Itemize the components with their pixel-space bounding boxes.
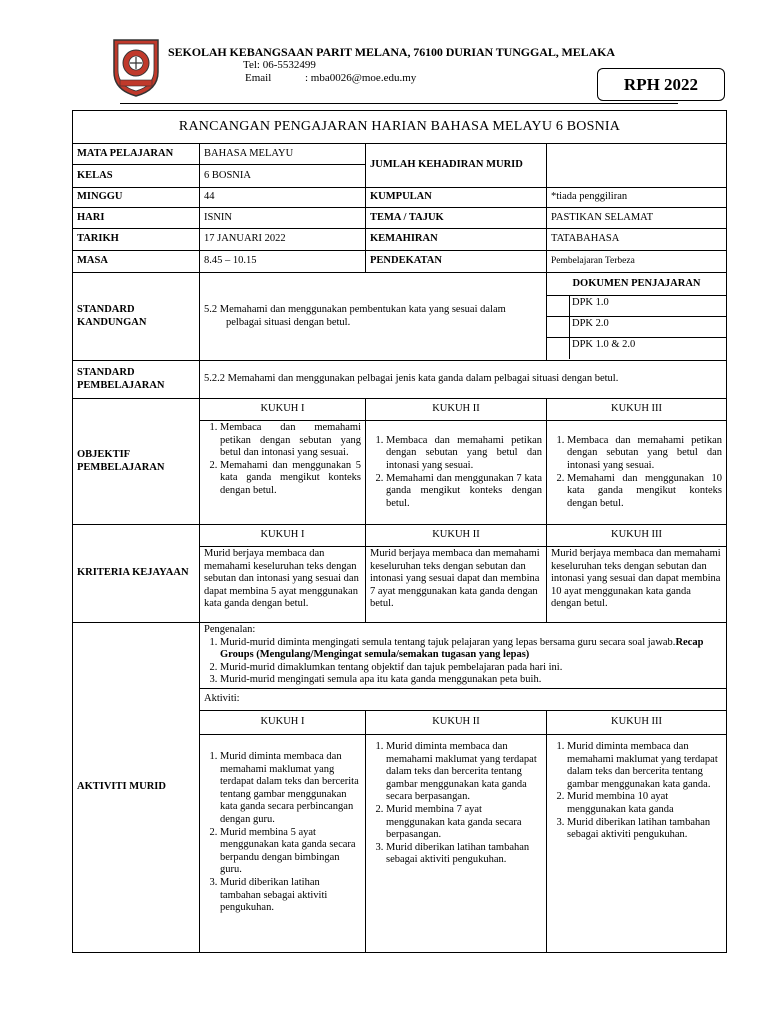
pengenalan-item: 2. Murid-murid dimaklumkan tentang objektif dan tajuk pembelajaran pada hari ini.	[220, 662, 722, 675]
level-header: KUKUH I	[200, 525, 366, 547]
pengenalan-item: 3. Murid-murid mengingati semula apa itu kata ganda menggunakan peta buih.	[220, 674, 722, 687]
aktiviti-item: 1. Murid diminta membaca dan memahami maklumat yang terdapat dalam teks dan bercerita tentang gambar menggunakan kata ganda.	[567, 741, 722, 791]
objektif-kukuh-2	[366, 421, 547, 525]
kemahiran-label: KEMAHIRAN	[366, 229, 547, 251]
objektif-item: 2. Memahami dan menggunakan 5 kata ganda mengikut konteks dengan betul.	[220, 460, 361, 498]
kriteria-label: KRITERIA KEJAYAAN	[73, 525, 200, 623]
kriteria-kukuh-3: Murid berjaya membaca dan memahami keseluruhan teks dengan sebutan dan intonasi yang sesuai dan dapat membina 10 ayat menggunakan kata ganda dengan betul.	[547, 547, 727, 623]
email-label: Email	[245, 72, 272, 84]
school-crest-icon	[110, 36, 162, 98]
aktiviti-kukuh-2	[366, 734, 547, 952]
aktiviti-item: 2. Murid membina 10 ayat menggunakan kata ganda	[567, 791, 722, 816]
objektif-label: OBJEKTIF PEMBELAJARAN	[73, 399, 200, 525]
dokumen-list	[547, 295, 726, 359]
kumpulan-label: KUMPULAN	[366, 188, 547, 208]
minggu-value: 44	[200, 188, 366, 208]
objektif-item: 2. Memahami dan menggunakan 10 kata ganda mengikut konteks dengan betul.	[567, 473, 722, 511]
rph-badge: RPH 2022	[597, 68, 725, 101]
level-header: KUKUH III	[547, 399, 727, 421]
kelas-value: 6 BOSNIA	[200, 165, 366, 188]
pengenalan-text: Murid-murid diminta mengingati semula tentang tajuk pelajaran yang lepas bersama guru secara soal jawab.	[220, 636, 676, 648]
dpk-item: DPK 1.0	[570, 296, 727, 317]
header-divider	[120, 103, 678, 104]
plan-title: RANCANGAN PENGAJARAN HARIAN BAHASA MELAYU 6 BOSNIA	[73, 111, 727, 144]
level-header: KUKUH III	[547, 525, 727, 547]
aktiviti-item: 2. Murid membina 5 ayat menggunakan kata ganda secara berpandu dengan bimbingan guru.	[220, 827, 361, 877]
dokumen-penjajaran-label: DOKUMEN PENJAJARAN	[572, 278, 701, 289]
aktiviti-item: 3. Murid diberikan latihan tambahan sebagai aktiviti pengukuhan.	[567, 817, 722, 842]
aktiviti-item: 3. Murid diberikan latihan tambahan sebagai aktiviti pengukuhan.	[220, 877, 361, 915]
objektif-item: 1. Membaca dan memahami petikan dengan sebutan yang betul dan intonasi yang sesuai.	[567, 435, 722, 473]
pendekatan-label: PENDEKATAN	[366, 251, 547, 273]
tarikh-label: TARIKH	[73, 229, 200, 251]
tarikh-value: 17 JANUARI 2022	[200, 229, 366, 251]
kelas-label: KELAS	[73, 165, 200, 188]
dpk-checkbox	[547, 338, 570, 359]
aktiviti-kukuh-1	[200, 734, 366, 952]
pengenalan-item	[220, 637, 722, 662]
dpk-item: DPK 2.0	[570, 317, 727, 338]
dpk-checkbox	[547, 317, 570, 338]
aktiviti-sublabel: Aktiviti:	[200, 688, 727, 710]
pendekatan-value: Pembelajaran Terbeza	[547, 251, 727, 273]
standard-pembelajaran-text: 5.2.2 Memahami dan menggunakan pelbagai jenis kata ganda dalam pelbagai situasi dengan betul.	[200, 361, 727, 399]
hari-label: HARI	[73, 208, 200, 229]
page-header	[0, 0, 768, 110]
mata-pelajaran-value: BAHASA MELAYU	[200, 144, 366, 165]
aktiviti-kukuh-3	[547, 734, 727, 952]
standard-kandungan-content: 5.2 Memahami dan menggunakan pembentukan kata yang sesuai dalam pelbagai situasi dengan betul.	[204, 303, 506, 328]
hari-value: ISNIN	[200, 208, 366, 229]
aktiviti-item: 1. Murid diminta membaca dan memahami maklumat yang terdapat dalam teks dan bercerita tentang gambar menggunakan kata ganda secara perbincangan dengan guru.	[220, 751, 361, 827]
kriteria-kukuh-2: Murid berjaya membaca dan memahami keseluruhan teks dengan sebutan dan intonasi yang sesuai dapat dan membina 7 ayat menggunakan kata ganda dengan betul.	[366, 547, 547, 623]
aktiviti-label: AKTIVITI MURID	[73, 623, 200, 953]
jumlah-kehadiran-value	[547, 144, 727, 188]
objektif-item: 1. Membaca dan memahami petikan dengan sebutan yang betul dan intonasi yang sesuai.	[220, 422, 361, 460]
standard-pembelajaran-label: STANDARD PEMBELAJARAN	[73, 361, 200, 399]
standard-kandungan-text	[200, 273, 547, 361]
objektif-kukuh-3	[547, 421, 727, 525]
pengenalan-section	[200, 623, 727, 689]
level-header: KUKUH II	[366, 525, 547, 547]
dokumen-penjajaran	[547, 273, 727, 361]
dpk-checkbox	[547, 296, 570, 317]
standard-kandungan-label: STANDARD KANDUNGAN	[73, 273, 200, 361]
level-header: KUKUH I	[200, 399, 366, 421]
level-header: KUKUH III	[547, 710, 727, 734]
school-address: SEKOLAH KEBANGSAAN PARIT MELANA, 76100 DURIAN TUNGGAL, MELAKA	[168, 45, 615, 59]
kumpulan-value: *tiada penggiliran	[547, 188, 727, 208]
masa-label: MASA	[73, 251, 200, 273]
tema-label: TEMA / TAJUK	[366, 208, 547, 229]
objektif-item: 1. Membaca dan memahami petikan dengan sebutan yang betul dan intonasi yang sesuai.	[386, 435, 542, 473]
aktiviti-item: 3. Murid diberikan latihan tambahan sebagai aktiviti pengukuhan.	[386, 842, 542, 867]
kemahiran-value: TATABAHASA	[547, 229, 727, 251]
tema-value: PASTIKAN SELAMAT	[547, 208, 727, 229]
level-header: KUKUH II	[366, 710, 547, 734]
dpk-item: DPK 1.0 & 2.0	[570, 338, 727, 359]
lesson-plan-table	[72, 110, 727, 953]
aktiviti-item: 2. Murid membina 7 ayat menggunakan kata ganda secara berpasangan.	[386, 804, 542, 842]
school-telephone: Tel: 06-5532499	[243, 59, 316, 71]
objektif-kukuh-1	[200, 421, 366, 525]
objektif-item: 2. Memahami dan menggunakan 7 kata ganda mengikut konteks dengan betul.	[386, 473, 542, 511]
kriteria-kukuh-1: Murid berjaya membaca dan memahami keseluruhan teks dengan sebutan dan intonasi yang sesuai dan dapat membina 5 ayat menggunakan kata ganda dengan betul.	[200, 547, 366, 623]
level-header: KUKUH I	[200, 710, 366, 734]
email-value: : mba0026@moe.edu.my	[305, 72, 417, 84]
mata-pelajaran-label: MATA PELAJARAN	[73, 144, 200, 165]
recap-groups-text: Recap Groups (Mengulang/Mengingat semula/semakan tugasan yang lepas)	[220, 636, 704, 661]
pengenalan-label: Pengenalan:	[204, 624, 256, 635]
jumlah-kehadiran-label: JUMLAH KEHADIRAN MURID	[366, 144, 547, 188]
minggu-label: MINGGU	[73, 188, 200, 208]
aktiviti-item: 1. Murid diminta membaca dan memahami maklumat yang terdapat dalam teks dan bercerita tentang gambar menggunakan kata ganda secara berpasangan.	[386, 741, 542, 804]
masa-value: 8.45 – 10.15	[200, 251, 366, 273]
level-header: KUKUH II	[366, 399, 547, 421]
